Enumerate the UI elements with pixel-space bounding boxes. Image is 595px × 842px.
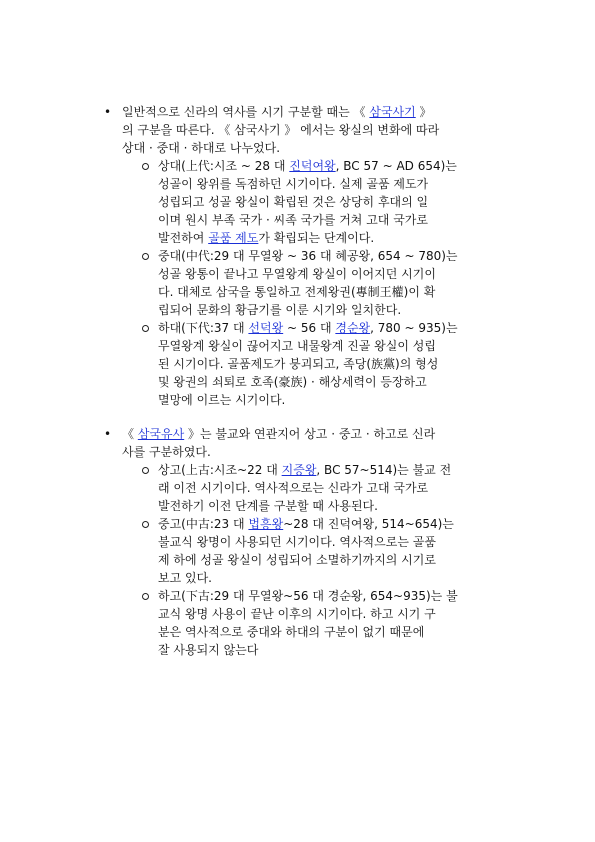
paragraph-line: 래 이전 시기이다. 역사적으로는 신라가 고대 국가로 bbox=[158, 481, 429, 495]
paragraph-line bbox=[158, 157, 457, 175]
paragraph-line: 다. 대체로 삼국을 통일하고 전제왕권(專制王權)이 확 bbox=[158, 285, 436, 299]
sub-bullet-circle bbox=[142, 467, 149, 474]
link-jindeok-queen[interactable]: 진덕여왕 bbox=[289, 159, 336, 173]
sub-bullet-circle bbox=[142, 163, 149, 170]
paragraph-line: 상대 · 중대 · 하대로 나누었다. bbox=[122, 141, 281, 155]
paragraph-line bbox=[122, 425, 435, 443]
paragraph-line: 불교식 왕명이 사용되던 시기이다. 역사적으로는 골품 bbox=[158, 535, 436, 549]
paragraph-line: 교식 왕명 사용이 끝난 이후의 시기이다. 하고 시기 구 bbox=[158, 607, 436, 621]
paragraph-line bbox=[158, 515, 454, 533]
sub-bullet-circle bbox=[142, 325, 149, 332]
sub-bullet-circle bbox=[142, 253, 149, 260]
paragraph-line: 립되어 문화의 황금기를 이룬 시기와 일치한다. bbox=[158, 303, 402, 317]
text: 중고(中古:23 대 bbox=[158, 517, 249, 531]
paragraph-line bbox=[158, 319, 458, 337]
sub-bullet-circle bbox=[142, 593, 149, 600]
link-samguk-sagi[interactable]: 삼국사기 bbox=[369, 105, 416, 119]
paragraph-line: 의 구분을 따른다. 《 삼국사기 》 에서는 왕실의 변화에 따라 bbox=[122, 123, 440, 137]
link-seondeok-king[interactable]: 선덕왕 bbox=[248, 321, 284, 335]
paragraph-line: 사를 구분하였다. bbox=[122, 445, 211, 459]
text: ~ 56 대 bbox=[283, 321, 336, 335]
paragraph-line: 발전하기 이전 단계를 구분할 때 사용된다. bbox=[158, 499, 378, 513]
text: , BC 57~514)는 불교 전 bbox=[316, 463, 452, 477]
link-samguk-yusa[interactable]: 삼국유사 bbox=[137, 427, 185, 441]
link-jijeung-king[interactable]: 지증왕 bbox=[281, 463, 317, 477]
paragraph-line: 제 하에 성골 왕실이 성립되어 소멸하기까지의 시기로 bbox=[158, 553, 436, 567]
paragraph-line bbox=[122, 103, 432, 121]
paragraph-line: 보고 있다. bbox=[158, 571, 212, 585]
paragraph-line: 이며 원시 부족 국가 · 씨족 국가를 거쳐 고대 국가로 bbox=[158, 213, 428, 227]
bullet-dot: • bbox=[104, 105, 112, 119]
link-gyeongsun-king[interactable]: 경순왕 bbox=[335, 321, 371, 335]
text: 발전하여 bbox=[158, 231, 209, 245]
paragraph-line bbox=[158, 229, 374, 247]
link-golpum-system[interactable]: 골품 제도 bbox=[208, 231, 259, 245]
text: 》 bbox=[415, 105, 432, 119]
paragraph-line: 하고(下古:29 대 무열왕~56 대 경순왕, 654~935)는 불 bbox=[158, 589, 458, 603]
paragraph-line: 중대(中代:29 대 무열왕 ~ 36 대 혜공왕, 654 ~ 780)는 bbox=[158, 249, 458, 263]
bullet-dot: • bbox=[104, 427, 112, 441]
link-beopheung-king[interactable]: 법흥왕 bbox=[248, 517, 284, 531]
text: , BC 57 ~ AD 654)는 bbox=[335, 159, 457, 173]
paragraph-line: 잘 사용되지 않는다 bbox=[158, 643, 259, 657]
text: 상고(上古:시조~22 대 bbox=[158, 463, 282, 477]
text: 하대(下代:37 대 bbox=[158, 321, 249, 335]
text: 일반적으로 신라의 역사를 시기 구분할 때는 《 bbox=[122, 105, 370, 119]
paragraph-line: 성골이 왕위를 독점하던 시기이다. 실제 골품 제도가 bbox=[158, 177, 429, 191]
text: 》는 불교와 연관지어 상고 · 중고 · 하고로 신라 bbox=[184, 427, 436, 441]
paragraph-line: 및 왕권의 쇠퇴로 호족(豪族) · 해상세력이 등장하고 bbox=[158, 375, 427, 389]
paragraph-line: 성립되고 성골 왕실이 확립된 것은 상당히 후대의 일 bbox=[158, 195, 429, 209]
text: 《 bbox=[122, 427, 138, 441]
paragraph-line: 멸망에 이르는 시기이다. bbox=[158, 393, 286, 407]
paragraph-line bbox=[158, 461, 451, 479]
sub-bullet-circle bbox=[142, 521, 149, 528]
text: 가 확립되는 단계이다. bbox=[258, 231, 375, 245]
paragraph-line: 성골 왕통이 끝나고 무열왕계 왕실이 이어지던 시기이 bbox=[158, 267, 436, 281]
paragraph-line: 분은 역사적으로 중대와 하대의 구분이 없기 때문에 bbox=[158, 625, 425, 639]
paragraph-line: 무열왕계 왕실이 끊어지고 내물왕계 진골 왕실이 성립 bbox=[158, 339, 436, 353]
text: ~28 대 진덕여왕, 514~654)는 bbox=[283, 517, 454, 531]
paragraph-line: 된 시기이다. 골품제도가 붕괴되고, 족당(族黨)의 형성 bbox=[158, 357, 439, 371]
text: 상대(上代:시조 ~ 28 대 bbox=[158, 159, 290, 173]
text: , 780 ~ 935)는 bbox=[370, 321, 458, 335]
